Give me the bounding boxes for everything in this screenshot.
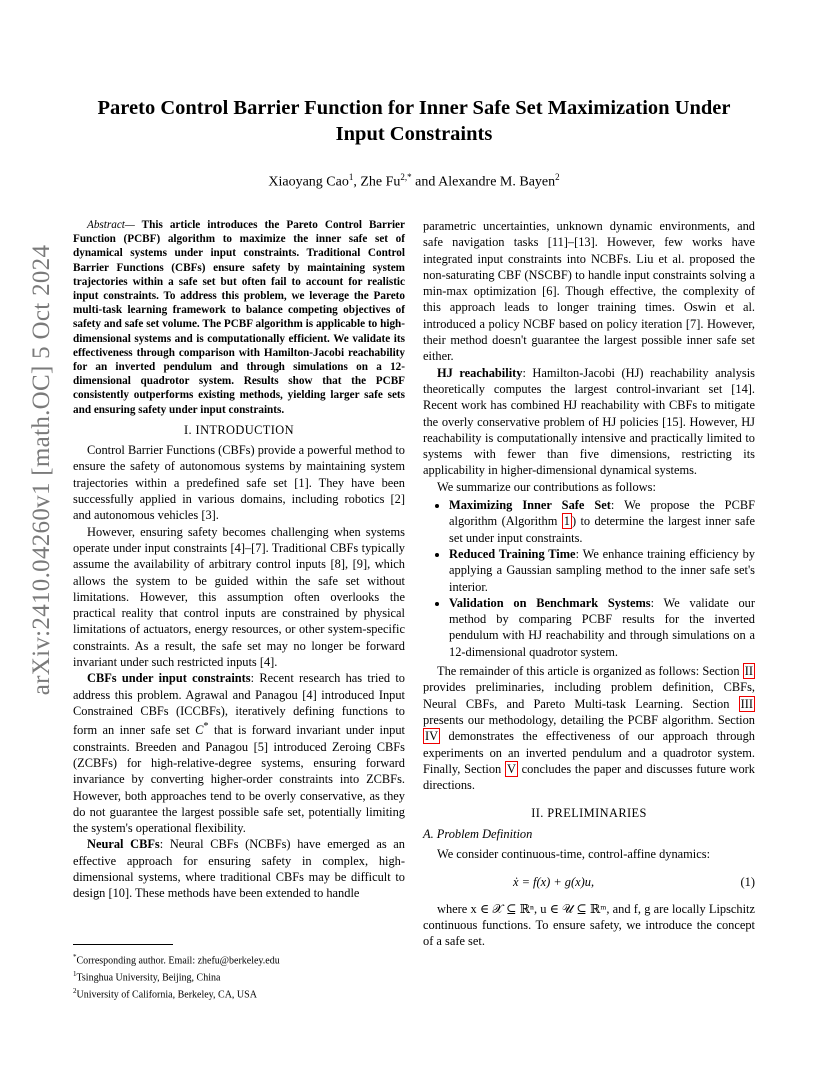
section-heading-preliminaries: II. PRELIMINARIES [531,806,647,821]
list-item [449,595,755,660]
paragraph [73,670,405,836]
paragraph-text: The remainder of this article is organized as follows: Section [437,664,743,679]
footnote-mark: * [73,953,77,961]
abstract-label: Abstract— [87,219,135,231]
paragraph-text: that is forward invariant under input constraints. Breeden and Panagou [5] introduced Zeroing CBFs (ZCBFs) for high-relative-degree systems, ensuring forward invariance by converting higher-order constraints into ZCBFs. However, both approaches tend to be overly conservative, as they do not guarantee the largest possible safe set, potentially limiting the system's operational flexibility. [73,723,405,836]
paragraph-text: demonstrates the effectiveness of our approach through experiments on an inverted pendulum and a quadrotor system. Finally, Section [423,729,755,776]
footnote [73,985,405,1002]
equation-1 [513,874,755,890]
author-1: Xiaoyang Cao [268,174,349,190]
list-item-text: ) to determine the largest inner safe set under input constraints. [449,514,755,545]
paragraph: parametric uncertainties, unknown dynamic environments, and safe navigation tasks [11]–[13]. However, few works have integrated input constraints into NCBFs. Liu et al. proposed the non-saturating CBF (NSCBF) to handle input constraints solving a min-max optimization [6]. Though effective, the complexity of this approach leads to longer training times. Oswin et al. introduced a policy NCBF based on policy iteration [7]. However, their method doesn't guarantee the largest possible inner safe set either. [423,219,755,364]
paragraph: However, ensuring safety becomes challenging when systems operate under input constraints [4]–[7]. Traditional CBFs typically assume the availability of arbitrary control inputs [8], [9], which allows the system to be guided within the safe set without limitations. However, this assumption often overlooks the practical reality that control inputs are constrained by physical limitations of actuators, energy resources, or other system-specific constraints. As a result, the safe set may no longer be forward invariant under such restricted inputs [4]. [73,524,405,669]
paragraph-text: presents our methodology, detailing the PCBF algorithm. Section [423,712,755,727]
list-item [449,546,755,595]
contribution-list [423,497,755,660]
paragraph-text: provides preliminaries, including problem definition, CBFs, Neural CBFs, and Pareto Multi-task Learning. Section [423,680,755,711]
algorithm-link[interactable]: 1 [563,514,570,529]
paragraph-heading: CBFs under input constraints [87,671,251,686]
paragraph-text: concludes the paper and discusses future work directions. [423,761,755,793]
affiliation-mark: 2 [555,172,560,182]
abstract-text: This article introduces the Pareto Control Barrier Function (PCBF) algorithm to maximize the inner safe set of dynamical systems under input constraints. Traditional Control Barrier Functions (CBFs) ensure safety by maintaining system trajectories within a safe set but often fail to account for realistic input constraints. To address this problem, we leverage the Pareto multi-task learning framework to balance competing objectives of safety and safe set volume. The PCBF algorithm is applicable to high-dimensional systems and is computationally efficient. We validate its effectiveness through comparison with Hamilton-Jacobi reachability for an inverted pendulum and through simulations on a 12-dimensional quadrotor system. Results show that the PCBF consistently outperforms existing methods, yielding larger safe sets and ensuring safety under input constraints. [73,219,405,416]
paragraph [423,663,755,793]
paragraph-text: : Hamilton-Jacobi (HJ) reachability analysis theoretically computes the largest control-invariant set [14]. Recent work has combined HJ reachability with CBFs to mitigate the overly conservative problem of HJ policies [15]. However, HJ reachability is computationally intensive and practically limited to systems with fewer than five dimensions, restricting its applicability in higher-dimensional dynamical systems. [423,365,755,478]
footnote-text: Tsinghua University, Beijing, China [76,972,221,984]
math-superscript: * [203,721,209,733]
equation-body: ẋ = f(x) + g(x)u, [513,875,595,890]
footnote-text: Corresponding author. Email: zhefu@berkeley.edu [76,955,280,967]
footnote-text: University of California, Berkeley, CA, USA [76,988,257,1000]
author-separator: , [353,174,361,190]
arxiv-sidebar [22,244,62,696]
paragraph-text: : Neural CBFs (NCBFs) have emerged as an effective approach for ensuring safety in complex, high-dimensional systems, where traditional CBFs may be difficult to design [10]. These methods have been extended to handle [73,837,405,901]
footnotes [73,944,405,1001]
footnote-mark: 1 [73,969,77,978]
paper-title: Pareto Control Barrier Function for Inner Safe Set Maximization Under Input Constraints [97,97,731,145]
author-separator: and [411,174,439,190]
section-heading-introduction: I. INTRODUCTION [184,422,294,437]
paragraph [423,365,755,479]
list-item-text: : We validate our method by comparing PCBF results for the inverted pendulum with HJ reachability and through simulations on a 12-dimensional quadrotor system. [449,595,755,659]
math-symbol: C [195,723,204,738]
paragraph [73,836,405,901]
abstract [73,218,405,417]
author-2: Zhe Fu [360,174,401,190]
footnote [73,951,405,968]
list-item-heading: Maximizing Inner Safe Set [449,498,611,513]
list-item-text: : We enhance training efficiency by applying a Gaussian sampling method to the inner safe set's interior. [449,546,755,594]
affiliation-mark: 2,* [400,172,412,182]
author-line [80,172,748,191]
list-item-heading: Validation on Benchmark Systems [449,595,651,610]
left-column [73,218,405,902]
arxiv-identifier: arXiv:2410.04260v1 [math.OC] 5 Oct 2024 [28,244,55,696]
affiliation-mark: 1 [348,172,354,182]
paragraph-heading: HJ reachability [437,365,523,380]
paragraph: Control Barrier Functions (CBFs) provide a powerful method to ensure the safety of autonomous systems by maintaining system trajectories within a predefined safe set [1]. They have been successfully applied in various domains, including robotics [2] and autonomous vehicles [3]. [73,443,405,523]
section-link[interactable]: II [744,664,753,679]
paragraph: We consider continuous-time, control-affine dynamics: [437,846,711,861]
list-item-text: : We propose the PCBF algorithm (Algorithm [449,498,755,529]
subsection-heading: A. Problem Definition [423,826,533,841]
paragraph-heading: Neural CBFs [87,837,160,852]
footnote [73,968,405,985]
footnote-rule [73,944,173,945]
paragraph-text: : Recent research has tried to address this problem. Agrawal and Panagou [4] introduced Input Constrained CBFs (ICCBFs), iteratively defining functions to form an inner safe set [73,671,405,738]
right-column [423,218,755,949]
list-item-heading: Reduced Training Time [449,546,576,561]
section-link[interactable]: IV [425,729,439,744]
section-link[interactable]: III [740,696,753,711]
section-link[interactable]: V [506,761,516,776]
footnote-mark: 2 [73,986,77,995]
equation-number: (1) [740,875,755,890]
paragraph: We summarize our contributions as follows: [437,479,656,494]
paragraph: where x ∈ 𝒳 ⊆ ℝⁿ, u ∈ 𝒰 ⊆ ℝᵐ, and f, g are locally Lipschitz continuous functions. To ensure safety, we introduce the concept of a safe set. [423,901,755,949]
list-item [449,497,755,546]
author-3: Alexandre M. Bayen [438,174,556,190]
